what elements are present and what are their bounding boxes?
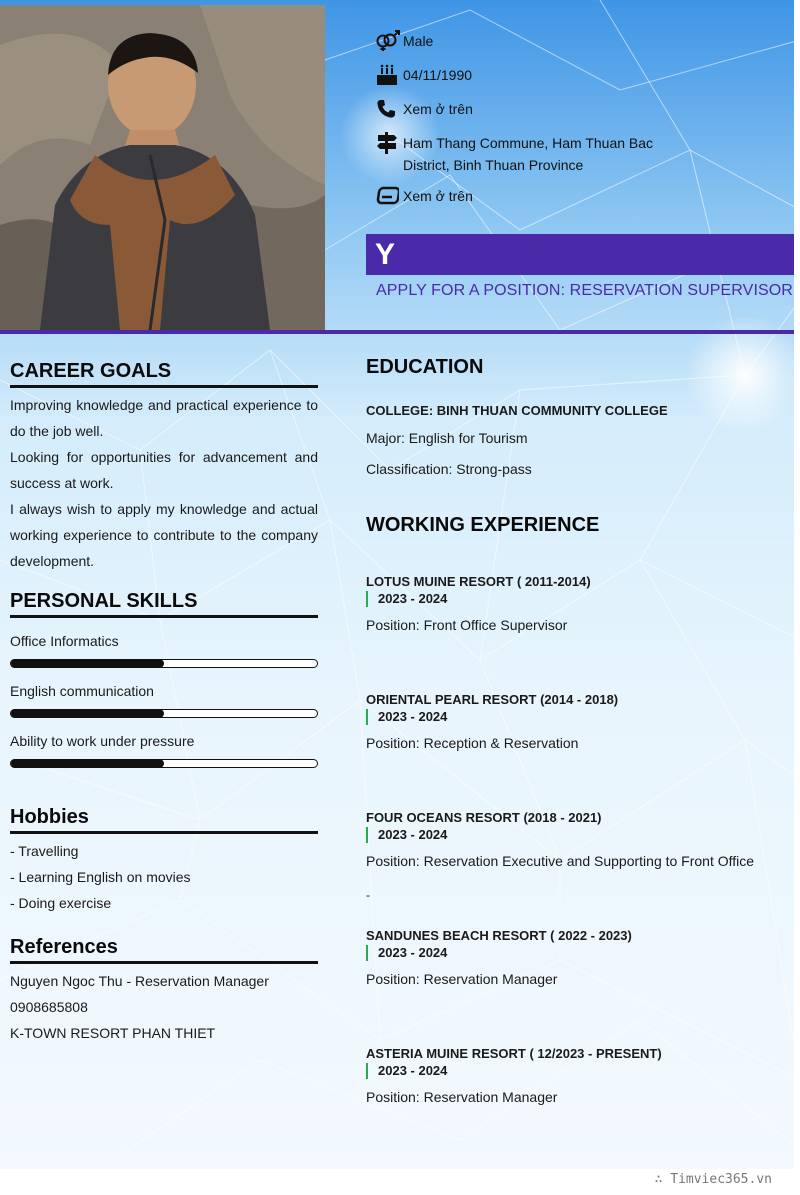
right-column <box>366 356 786 1105</box>
profile-photo <box>0 5 325 330</box>
reference-item: Nguyen Ngoc Thu - Reservation Manager <box>10 973 269 989</box>
job-period: 2023 - 2024 <box>366 591 786 607</box>
reference-item: K-TOWN RESORT PHAN THIET <box>10 1025 216 1041</box>
job-company: FOUR OCEANS RESORT (2018 - 2021) <box>366 810 602 825</box>
gender-value: Male <box>403 33 434 49</box>
email-icon <box>375 185 403 207</box>
job-period: 2023 - 2024 <box>366 1063 786 1079</box>
separator-dash: - <box>366 888 370 902</box>
reference-item: 0908685808 <box>10 999 88 1015</box>
contact-phone <box>375 98 675 132</box>
job-entry <box>366 928 786 987</box>
job-position: Position: Reservation Manager <box>366 971 558 987</box>
contact-gender <box>375 30 675 64</box>
address-value: Ham Thang Commune, Ham Thuan Bac District, Binh Thuan Province <box>403 135 654 173</box>
working-experience-title: WORKING EXPERIENCE <box>366 514 600 536</box>
job-entry <box>366 810 786 869</box>
job-period: 2023 - 2024 <box>366 827 786 843</box>
job-company: ORIENTAL PEARL RESORT (2014 - 2018) <box>366 692 619 707</box>
education-school: COLLEGE: BINH THUAN COMMUNITY COLLEGE <box>366 403 668 418</box>
skill-label: English communication <box>10 683 154 699</box>
skill-level-fill <box>11 659 164 668</box>
education-classification: Classification: Strong-pass <box>366 461 532 477</box>
applied-position: APPLY FOR A POSITION: RESERVATION SUPERVISOR <box>376 282 793 299</box>
job-position: Position: Reservation Executive and Supporting to Front Office <box>366 853 755 869</box>
skill-item <box>10 732 318 768</box>
hobby-item: - Travelling <box>10 843 79 859</box>
phone-value: Xem ở trên <box>403 101 473 117</box>
skill-level-bar <box>10 659 318 668</box>
hobby-item: - Doing exercise <box>10 895 112 911</box>
job-period: 2023 - 2024 <box>366 945 786 961</box>
skill-level-bar <box>10 709 318 718</box>
skill-level-fill <box>11 759 164 768</box>
hobbies-section <box>10 806 318 916</box>
education-major: Major: English for Tourism <box>366 430 528 446</box>
career-goal-paragraph: Improving knowledge and practical experience to do the job well. <box>10 397 318 439</box>
job-position: Position: Front Office Supervisor <box>366 617 568 633</box>
career-goals-section <box>10 360 318 574</box>
site-watermark: ∴ Timviec365.vn <box>654 1172 772 1187</box>
job-company: LOTUS MUINE RESORT ( 2011-2014) <box>366 574 591 589</box>
contact-address <box>375 132 675 185</box>
skill-level-bar <box>10 759 318 768</box>
career-goals-title: CAREER GOALS <box>10 360 318 388</box>
references-title: References <box>10 936 318 964</box>
skill-label: Ability to work under pressure <box>10 733 195 749</box>
header-divider <box>0 330 794 334</box>
person-photo-illustration <box>0 5 325 330</box>
job-position: Position: Reservation Manager <box>366 1089 558 1105</box>
skill-level-fill <box>11 709 164 718</box>
personal-skills-title: PERSONAL SKILLS <box>10 590 318 618</box>
birthday-value: 04/11/1990 <box>403 67 473 83</box>
personal-skills-section <box>10 590 318 768</box>
references-section <box>10 936 318 1046</box>
hobby-item: - Learning English on movies <box>10 869 191 885</box>
job-position: Position: Reception & Reservation <box>366 735 579 751</box>
job-entry <box>366 1046 786 1105</box>
contact-birthday <box>375 64 675 98</box>
left-column <box>10 360 318 1046</box>
signpost-icon <box>375 132 403 154</box>
job-entry <box>366 692 786 751</box>
contact-info <box>375 30 675 219</box>
career-goal-paragraph: I always wish to apply my knowledge and actual working experience to contribute to the company development. <box>10 501 318 569</box>
birthday-cake-icon <box>375 64 403 86</box>
skill-item <box>10 632 318 668</box>
career-goal-paragraph: Looking for opportunities for advancement and success at work. <box>10 449 318 491</box>
candidate-name: Y <box>366 234 794 275</box>
hobbies-title: Hobbies <box>10 806 318 834</box>
gender-icon <box>375 30 403 52</box>
contact-email <box>375 185 675 219</box>
education-title: EDUCATION <box>366 356 484 378</box>
job-company: SANDUNES BEACH RESORT ( 2022 - 2023) <box>366 928 632 943</box>
phone-icon <box>375 98 403 120</box>
job-company: ASTERIA MUINE RESORT ( 12/2023 - PRESENT) <box>366 1046 662 1061</box>
skill-item <box>10 682 318 718</box>
skill-label: Office Informatics <box>10 633 119 649</box>
job-entry <box>366 574 786 633</box>
email-value: Xem ở trên <box>403 188 473 204</box>
job-period: 2023 - 2024 <box>366 709 786 725</box>
